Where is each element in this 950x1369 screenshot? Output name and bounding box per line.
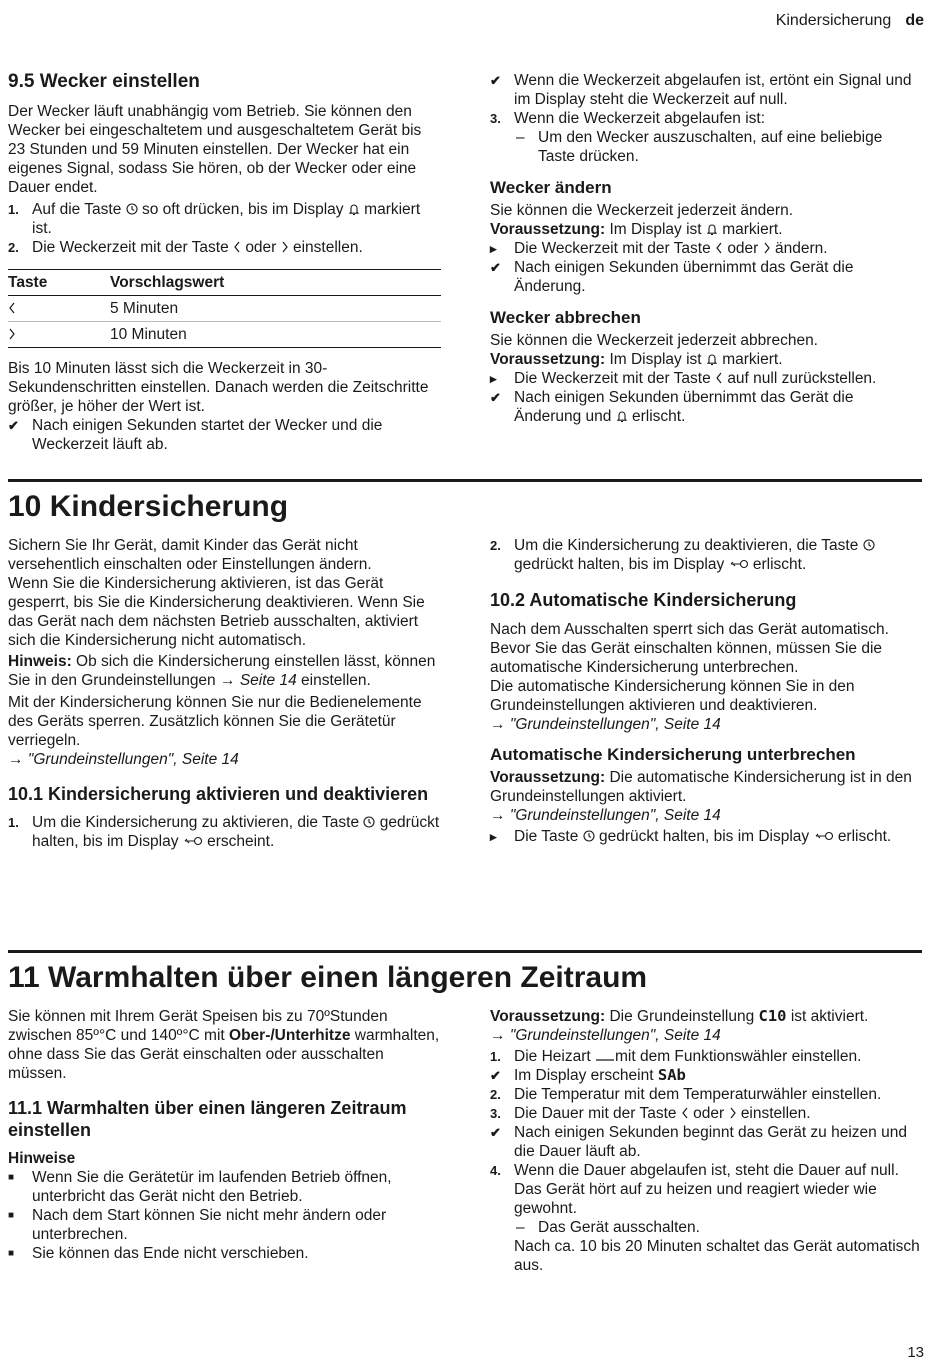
chapter-11-intro: Sie können mit Ihrem Gerät Speisen bis zu 70ºStunden zwischen 85º°C und 140º°C mit Ober-/Unterhitze warmhalten, ohne dass Sie das Gerät einschalten oder ausschalten müssen.	[8, 1008, 440, 1082]
chapter-11-left	[8, 1007, 441, 1263]
chapter-10-right	[490, 536, 920, 846]
display-code: C10	[758, 1007, 787, 1025]
bell-icon	[706, 222, 718, 236]
right-key-icon	[8, 327, 16, 341]
list-item: ■ Nach dem Start können Sie nicht mehr ändern oder unterbrechen.	[8, 1207, 387, 1243]
step-2: 2. Um die Kindersicherung zu deaktivieren, die Taste gedrückt halten, bis im Display erlischt.	[490, 536, 920, 574]
section-9-5-cont	[490, 71, 920, 426]
cross-reference: → "Grundeinstellungen", Seite 14	[490, 807, 721, 824]
substep: – Das Gerät ausschalten.	[516, 1219, 700, 1236]
prerequisite: Voraussetzung: Im Display ist markiert.	[490, 221, 783, 238]
heating-mode-icon	[595, 1049, 615, 1063]
section-9-5-intro: Der Wecker läuft unabhängig vom Betrieb. Sie können den Wecker bei eingeschaltetem und ausgeschaltetem Gerät bis 23 Stunden und 59 Minuten einstellen. Der Wecker hat ein eigenes Signal, sodass Sie hören, ob der Wecker oder eine Dauer endet.	[8, 103, 422, 196]
result-item: ✔ Wenn die Weckerzeit abgelaufen ist, ertönt ein Signal und im Display steht die Weckerzeit auf null.	[490, 72, 912, 108]
chapter-10-title: 10 Kindersicherung	[8, 490, 289, 523]
cross-reference: → "Grundeinstellungen", Seite 14	[8, 751, 239, 768]
result-item: ✔ Nach einigen Sekunden startet der Wecker und die Weckerzeit läuft ab.	[8, 417, 383, 453]
key-icon	[814, 829, 834, 843]
table-row: 5 Minuten	[8, 296, 441, 322]
interrupt-lock-title: Automatische Kindersicherung unterbrechen	[490, 745, 856, 764]
list-item: ■ Sie können das Ende nicht verschieben.	[8, 1245, 309, 1262]
display-code: SAb	[657, 1066, 686, 1084]
hint: Hinweis: Ob sich die Kindersicherung einstellen lässt, können Sie in den Grundeinstellungen → Seite 14 einstellen.	[8, 653, 436, 689]
left-key-icon	[715, 241, 723, 255]
bell-icon	[706, 352, 718, 366]
step-3: 3. Wenn die Weckerzeit abgelaufen ist:	[490, 110, 766, 127]
action-item: ▸ Die Taste gedrückt halten, bis im Display erlischt.	[490, 828, 892, 845]
header-lang: de	[905, 12, 924, 29]
list-item: ■ Wenn Sie die Gerätetür im laufenden Betrieb öffnen, unterbricht das Gerät nicht den Betrieb.	[8, 1169, 392, 1205]
left-key-icon	[681, 1106, 689, 1120]
section-9-5	[8, 71, 441, 454]
prerequisite: Voraussetzung: Die Grundeinstellung C10 ist aktiviert.	[490, 1007, 869, 1025]
prerequisite: Voraussetzung: Die automatische Kindersicherung ist in den Grundeinstellungen aktiviert.	[490, 769, 912, 805]
result-item: ✔ Nach einigen Sekunden beginnt das Gerät zu heizen und die Dauer läuft ab.	[490, 1124, 907, 1160]
result-item: ✔ Nach einigen Sekunden übernimmt das Gerät die Änderung.	[490, 259, 854, 295]
clock-icon	[583, 829, 595, 843]
table-header-value: Vorschlagswert	[110, 274, 225, 291]
default-values-table	[8, 269, 441, 348]
notes-title: Hinweise	[8, 1150, 76, 1167]
section-10-2-p2: Die automatische Kindersicherung können Sie in den Grundeinstellungen aktivieren und deaktivieren.	[490, 678, 855, 714]
chapter-10-p3: Mit der Kindersicherung können Sie nur die Bedienelemente des Geräts sperren. Zusätzlich können Sie die Gerätetür verriegeln.	[8, 694, 422, 749]
right-key-icon	[281, 240, 289, 254]
change-timer-title: Wecker ändern	[490, 178, 612, 197]
section-10-2-title: 10.2 Automatische Kindersicherung	[490, 590, 797, 610]
right-key-icon	[729, 1106, 737, 1120]
left-key-icon	[715, 371, 723, 385]
timer-note: Bis 10 Minuten lässt sich die Weckerzeit in 30-Sekundenschritten einstellen. Danach werden die Zeitschritte größer, je höher der Wert ist.	[8, 360, 429, 415]
chapter-11-title: 11 Warmhalten über einen längeren Zeitraum	[8, 961, 648, 994]
step-1: 1. Um die Kindersicherung zu aktivieren, die Taste gedrückt halten, bis im Display erscheint.	[8, 814, 440, 850]
left-key-icon	[233, 240, 241, 254]
cancel-timer-title: Wecker abbrechen	[490, 308, 641, 327]
bell-icon	[616, 409, 628, 423]
cross-reference: → "Grundeinstellungen", Seite 14	[490, 1027, 721, 1044]
key-icon	[183, 834, 203, 848]
table-header-key: Taste	[8, 274, 48, 291]
header-section: Kindersicherung	[775, 12, 892, 29]
key-icon	[729, 557, 749, 571]
chapter-10-left	[8, 536, 441, 851]
clock-icon	[126, 202, 138, 216]
cancel-timer-text: Sie können die Weckerzeit jederzeit abbrechen.	[490, 332, 818, 349]
step-4: 4. Wenn die Dauer abgelaufen ist, steht die Dauer auf null. Das Gerät hört auf zu heizen und reagiert wieder wie gewohnt.	[490, 1162, 899, 1217]
chapter-rule	[8, 479, 922, 482]
step-1: 1. Auf die Taste so oft drücken, bis im Display markiert ist.	[8, 201, 421, 237]
section-10-1-title: 10.1 Kindersicherung aktivieren und deaktivieren	[8, 784, 429, 804]
cross-reference: → "Grundeinstellungen", Seite 14	[490, 716, 721, 733]
clock-icon	[363, 815, 375, 829]
chapter-10-p2: Wenn Sie die Kindersicherung aktivieren, ist das Gerät gesperrt, bis Sie die Kindersicherung deaktivieren. Wenn Sie das Gerät nach dem nächsten Betrieb ausschalten, aktiviert sich die Kindersicherung nicht automatisch.	[8, 575, 425, 649]
step-2: 2. Die Temperatur mit dem Temperaturwähler einstellen.	[490, 1086, 882, 1103]
left-key-icon	[8, 301, 16, 315]
action-item: ▸ Die Weckerzeit mit der Taste oder ändern.	[490, 240, 828, 257]
chapter-10-p1: Sichern Sie Ihr Gerät, damit Kinder das Gerät nicht versehentlich einschalten oder Einstellungen ändern.	[8, 537, 372, 573]
step-2: 2. Die Weckerzeit mit der Taste oder einstellen.	[8, 239, 363, 256]
running-header	[776, 12, 924, 30]
step-3: 3. Die Dauer mit der Taste oder einstellen.	[490, 1105, 811, 1122]
section-10-2-p1: Nach dem Ausschalten sperrt sich das Gerät automatisch. Bevor Sie das Gerät einschalten können, müssen Sie die automatische Kindersicherung unterbrechen.	[490, 621, 889, 676]
result-item: ✔ Nach einigen Sekunden übernimmt das Gerät die Änderung und erlischt.	[490, 389, 854, 425]
prerequisite: Voraussetzung: Im Display ist markiert.	[490, 351, 783, 368]
right-key-icon	[763, 241, 771, 255]
section-11-1-title: 11.1 Warmhalten über einen längeren Zeitraum einstellen	[8, 1098, 407, 1140]
substep: – Um den Wecker auszuschalten, auf eine beliebige Taste drücken.	[516, 129, 883, 165]
step-4-followup: Nach ca. 10 bis 20 Minuten schaltet das Gerät automatisch aus.	[514, 1238, 920, 1274]
result-item: ✔ Im Display erscheint SAb	[490, 1066, 686, 1084]
clock-icon	[863, 538, 875, 552]
page-number: 13	[907, 1344, 924, 1361]
chapter-rule	[8, 950, 922, 953]
table-row: 10 Minuten	[8, 322, 441, 348]
chapter-11-right	[490, 1007, 920, 1275]
step-1: 1. Die Heizart mit dem Funktionswähler einstellen.	[490, 1048, 862, 1065]
change-timer-text: Sie können die Weckerzeit jederzeit ändern.	[490, 202, 793, 219]
bell-icon	[348, 202, 360, 216]
section-9-5-title: 9.5 Wecker einstellen	[8, 71, 200, 92]
action-item: ▸ Die Weckerzeit mit der Taste auf null zurückstellen.	[490, 370, 877, 387]
